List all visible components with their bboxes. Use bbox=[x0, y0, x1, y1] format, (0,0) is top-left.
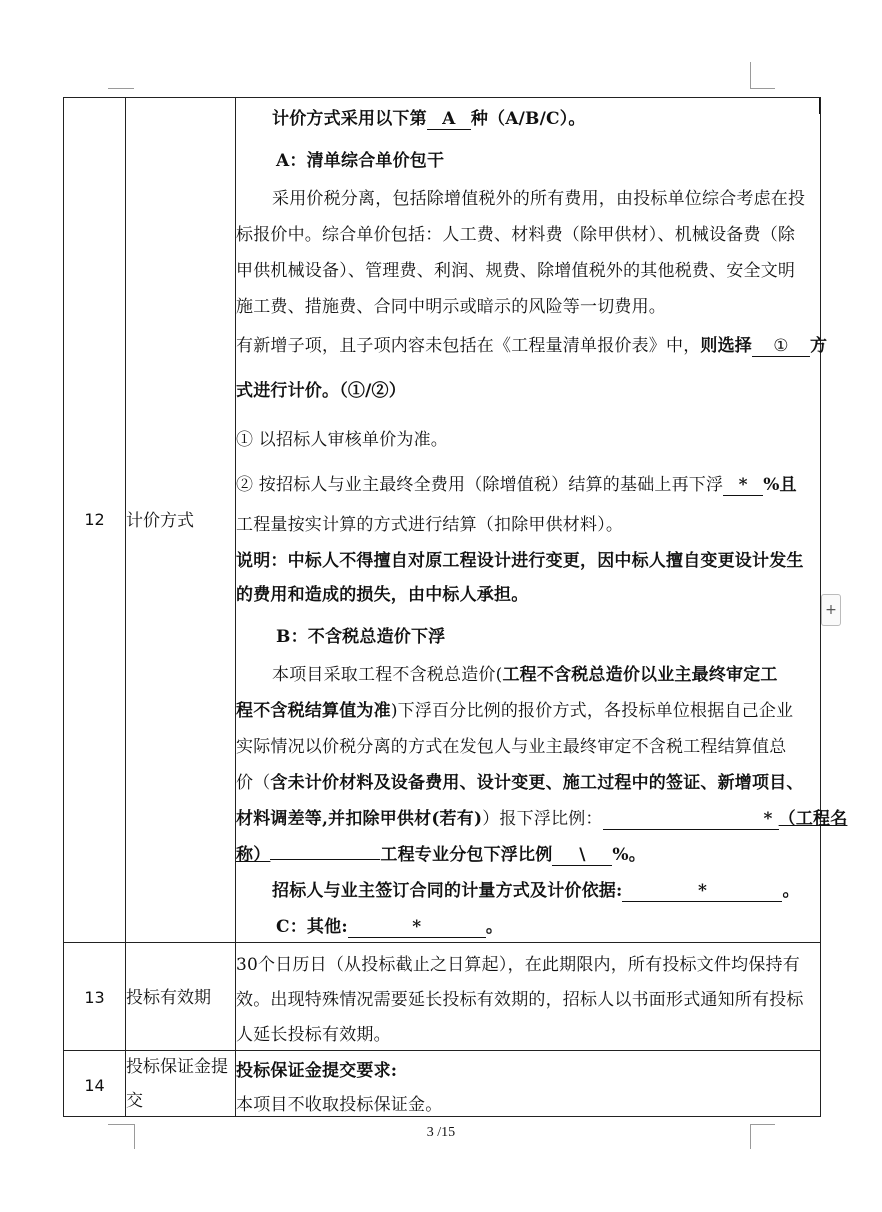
row-label: 投标有效期 bbox=[126, 988, 211, 1008]
paragraph-line: 本项目采取工程不含税总造价(工程不含税总造价以业主最终审定工 bbox=[272, 665, 778, 685]
paragraph-line: 称） 工程专业分包下浮比例 \ %。 bbox=[236, 845, 646, 865]
contract-basis-line: 招标人与业主签订合同的计量方式及计价依据: * 。 bbox=[272, 881, 800, 901]
row-number: 14 bbox=[84, 1076, 105, 1095]
paragraph-line: 实际情况以价税分离的方式在发包人与业主最终审定不含税工程结算值总 bbox=[236, 737, 787, 757]
row-12-content bbox=[236, 98, 848, 942]
row-label: 计价方式 bbox=[126, 511, 194, 531]
paragraph-line: 工程量按实计算的方式进行结算（扣除甲供材料）。 bbox=[236, 515, 624, 535]
corner-mark-top-right bbox=[750, 62, 775, 89]
paragraph-line: 采用价税分离，包括除增值税外的所有费用，由投标单位综合考虑在投 bbox=[272, 189, 806, 209]
row-number: 13 bbox=[84, 988, 105, 1007]
column-divider bbox=[125, 98, 126, 1116]
option-b-heading: B：不含税总造价下浮 bbox=[276, 627, 446, 647]
bid-terms-table bbox=[63, 97, 848, 1117]
paragraph-line: 本项目不收取投标保证金。 bbox=[236, 1095, 443, 1115]
option-c-line: C：其他: * 。 bbox=[276, 917, 504, 937]
row-14-content bbox=[236, 1050, 822, 1118]
option-1-line: ① 以招标人审核单价为准。 bbox=[236, 430, 449, 450]
paragraph-line: 程不含税结算值为准)下浮百分比例的报价方式，各投标单位根据自己企业 bbox=[236, 701, 794, 721]
paragraph-line: 30个日历日（从投标截止之日算起），在此期限内，所有投标文件均保持有 bbox=[236, 955, 800, 975]
paragraph-line: 式进行计价。（①/②） bbox=[236, 381, 406, 401]
option-a-heading: A：清单综合单价包干 bbox=[276, 151, 445, 171]
option-2-line: ② 按招标人与业主最终全费用（除增值税）结算的基础上再下浮 * %且 bbox=[236, 475, 797, 495]
corner-mark-top-left bbox=[108, 88, 134, 89]
note-line: 的费用和造成的损失，由中标人承担。 bbox=[236, 585, 529, 605]
note-line: 说明：中标人不得擅自对原工程设计进行变更，因中标人擅自变更设计发生 bbox=[236, 551, 804, 571]
paragraph-line: 人延长投标有效期。 bbox=[236, 1025, 391, 1045]
paragraph-line: 甲供机械设备）、管理费、利润、规费、除增值税外的其他税费、安全文明 bbox=[236, 261, 796, 281]
paragraph-line: 标报价中。综合单价包括：人工费、材料费（除甲供材）、机械设备费（除 bbox=[236, 225, 796, 245]
paragraph-line: 材料调差等,并扣除甲供材(若有)）报下浮比例： * （工程名 bbox=[236, 809, 848, 829]
paragraph-line: 价（含未计价材料及设备费用、设计变更、施工过程中的签证、新增项目、 bbox=[236, 773, 804, 793]
pricing-method-choice: 计价方式采用以下第 A 种（A/B/C）。 bbox=[272, 109, 586, 129]
row-label-line: 投标保证金提 bbox=[126, 1057, 228, 1077]
row-number: 12 bbox=[84, 510, 105, 529]
row-13-content bbox=[236, 942, 822, 1050]
paragraph-line: 施工费、措施费、合同中明示或暗示的风险等一切费用。 bbox=[236, 297, 666, 317]
page-number: 3 /15 bbox=[426, 1125, 456, 1140]
deposit-heading: 投标保证金提交要求: bbox=[236, 1061, 398, 1081]
row-label bbox=[126, 1050, 236, 1118]
row-label-line: 交 bbox=[126, 1091, 143, 1111]
new-item-line: 有新增子项，且子项内容未包括在《工程量清单报价表》中，则选择 ① 方 bbox=[236, 336, 828, 356]
add-row-button[interactable]: + bbox=[821, 594, 841, 626]
paragraph-line: 效。出现特殊情况需要延长投标有效期的，招标人以书面形式通知所有投标 bbox=[236, 990, 804, 1010]
